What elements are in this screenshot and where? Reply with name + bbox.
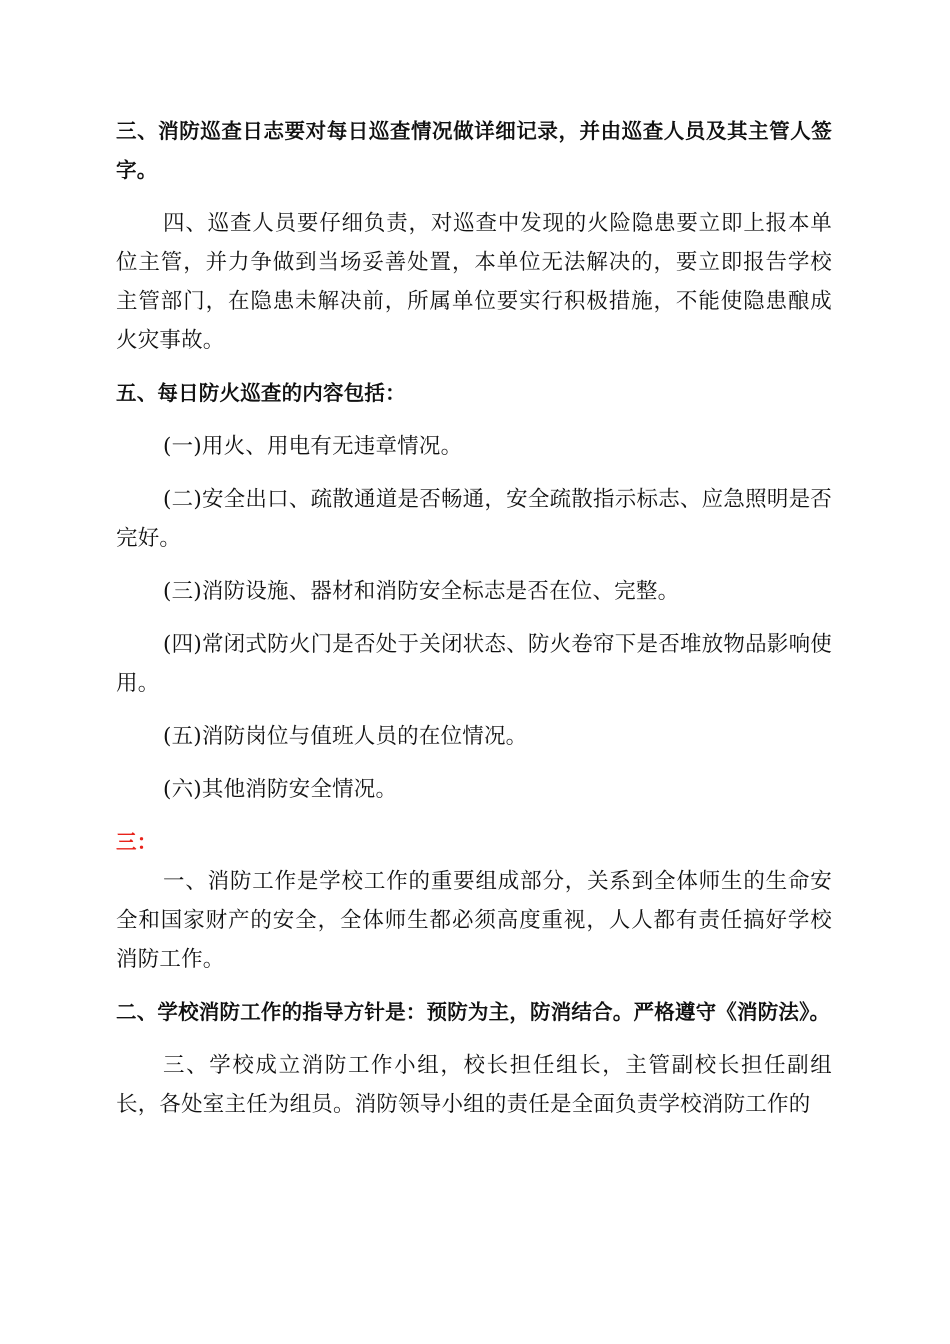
item-2-exits: (二)安全出口、疏散通道是否畅通，安全疏散指示标志、应急照明是否完好。	[116, 487, 832, 551]
section-3-log-rule: 三、消防巡查日志要对每日巡查情况做详细记录，并由巡查人员及其主管人签字。	[116, 119, 832, 182]
rule-2-guideline: 二、学校消防工作的指导方针是：预防为主，防消结合。严格遵守《消防法》。	[116, 1000, 831, 1024]
item-4-fire-doors: (四)常闭式防火门是否处于关闭状态、防火卷帘下是否堆放物品影响使用。	[116, 632, 832, 696]
document-body	[116, 112, 832, 1124]
item-6-other: (六)其他消防安全情况。	[163, 777, 398, 802]
item-1-fire-electricity: (一)用火、用电有无违章情况。	[163, 434, 463, 459]
part-three-heading: 三：	[116, 830, 158, 854]
rule-3-working-group: 三、学校成立消防工作小组，校长担任组长，主管副校长担任副组长，各处室主任为组员。消防领导小组的责任是全面负责学校消防工作的	[116, 1053, 832, 1117]
rule-1-importance: 一、消防工作是学校工作的重要组成部分，关系到全体师生的生命安全和国家财产的安全，全体师生都必须高度重视，人人都有责任搞好学校消防工作。	[116, 869, 832, 972]
section-5-heading: 五、每日防火巡查的内容包括：	[116, 381, 406, 405]
item-5-personnel: (五)消防岗位与值班人员的在位情况。	[163, 724, 528, 749]
section-4-inspector-duty: 四、巡查人员要仔细负责，对巡查中发现的火险隐患要立即上报本单位主管，并力争做到当场妥善处置，本单位无法解决的，要立即报告学校主管部门，在隐患未解决前，所属单位要实行积极措施，不能使隐患酿成火灾事故。	[116, 211, 832, 353]
item-3-facilities: (三)消防设施、器材和消防安全标志是否在位、完整。	[163, 579, 680, 604]
